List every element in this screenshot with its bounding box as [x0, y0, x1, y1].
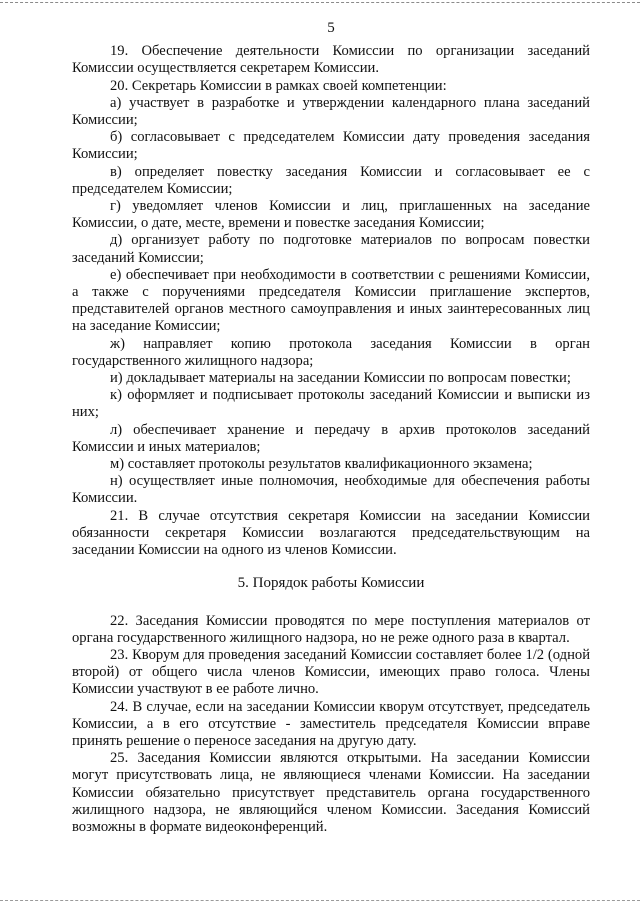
- list-item-zh: ж) направляет копию протокола заседания Комиссии в орган государственного жилищного надзора;: [72, 335, 590, 369]
- paragraph-23: 23. Кворум для проведения заседаний Комиссии составляет более 1/2 (одной второй) от общего числа членов Комиссии, имеющих право голоса. Члены Комиссии участвуют в ее работе лично.: [72, 646, 590, 698]
- list-item-e: е) обеспечивает при необходимости в соответствии с решениями Комиссии, а также с поручениями председателя Комиссии приглашение экспертов, представителей органов местного самоуправления и иных заинтересованных лиц на заседание Комиссии;: [72, 266, 590, 335]
- document-page: [72, 20, 590, 836]
- list-item-a: а) участвует в разработке и утверждении календарного плана заседаний Комиссии;: [72, 94, 590, 129]
- paragraph-20: 20. Секретарь Комиссии в рамках своей компетенции:: [110, 77, 447, 94]
- paragraph-25: 25. Заседания Комиссии являются открытыми. На заседании Комиссии могут присутствовать лица, не являющиеся членами Комиссии. На заседании Комиссии обязательно присутствует представитель органа государственного жилищного надзора, не являющийся членом Комиссии. Заседания Комиссий возможны в формате видеоконференций.: [72, 750, 590, 835]
- list-item-k: к) оформляет и подписывает протоколы заседаний Комиссии и выписки из них;: [72, 387, 590, 421]
- list-item-l: л) обеспечивает хранение и передачу в архив протоколов заседаний Комиссии и иных материалов;: [72, 421, 590, 455]
- paragraph-22: 22. Заседания Комиссии проводятся по мере поступления материалов от органа государственного жилищного надзора, но не реже одного раза в квартал.: [72, 612, 590, 646]
- list-item-m: м) составляет протоколы результатов квалификационного экзамена;: [110, 456, 533, 473]
- section-heading: 5. Порядок работы Комиссии: [237, 575, 425, 592]
- list-item-n: н) осуществляет иные полномочия, необходимые для обеспечения работы Комиссии.: [72, 473, 590, 507]
- list-item-v: в) определяет повестку заседания Комиссии и согласовывает ее с председателем Комиссии;: [72, 163, 590, 197]
- list-item-g: г) уведомляет членов Комиссии и лиц, приглашенных на заседание Комиссии, о дате, месте, времени и повестке заседания Комиссии;: [72, 198, 590, 232]
- list-item-i: и) докладывает материалы на заседании Комиссии по вопросам повестки;: [110, 370, 571, 387]
- scan-edge-top: [0, 2, 640, 4]
- list-item-d: д) организует работу по подготовке материалов по вопросам повестки заседаний Комиссии;: [72, 232, 590, 266]
- paragraph-19: 19. Обеспечение деятельности Комиссии по организации заседаний Комиссии осуществляется секретарем Комиссии.: [72, 43, 590, 77]
- paragraph-24: 24. В случае, если на заседании Комиссии кворум отсутствует, председатель Комиссии, а в его отсутствие - заместитель председателя Комиссии вправе принять решение о переносе заседания на другую дату.: [72, 698, 590, 749]
- page-number: 5: [327, 20, 335, 36]
- list-item-b: б) согласовывает с председателем Комиссии дату проведения заседания Комиссии;: [72, 129, 590, 163]
- scan-edge-bottom: [0, 900, 640, 902]
- paragraph-21: 21. В случае отсутствия секретаря Комиссии на заседании Комиссии обязанности секретаря Комиссии возлагаются председательствующим на заседании Комиссии на одного из членов Комиссии.: [72, 507, 590, 559]
